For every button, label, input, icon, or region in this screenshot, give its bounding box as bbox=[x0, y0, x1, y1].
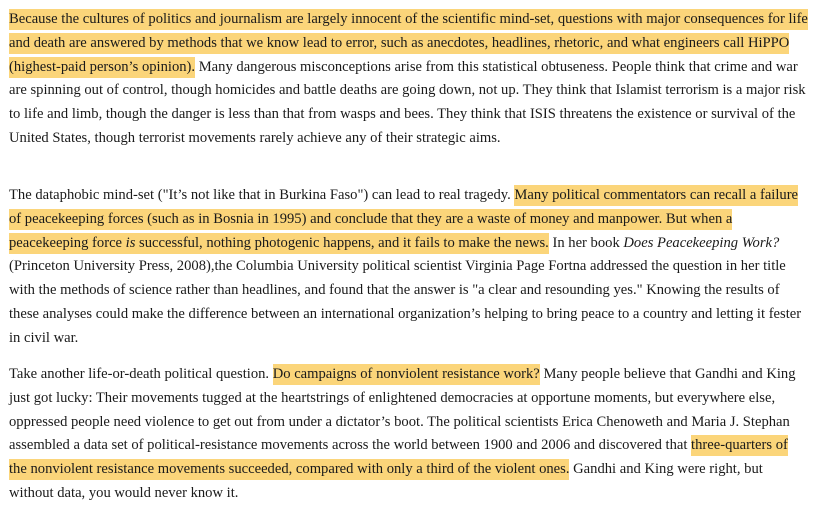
paragraph-text: Many people believe that Gandhi and King just got lucky: Their movements tugged at the heartstrings of enlightened democracies at opportune moments, but everywhere else, oppressed people need violence to get out from under a dictator’s boot. The political scientists Erica Chenoweth and Maria J. Stephan assembled a data set of political-resistance movements across the world between 1900 and 2006 and discovered that bbox=[9, 366, 796, 454]
highlight-peacekeeping[interactable]: Many political commentators can recall a failure of peacekeeping forces (such as in Bosnia in 1995) and conclude that they are a waste of money and manpower. But when a peacekeeping force bbox=[9, 185, 798, 254]
paragraph-text: (Princeton University Press, 2008),the Columbia University political scientist Virginia Page Fortna addressed the question in her title with the methods of science rather than headlines, and found that the answer is "a clear and resounding yes." Knowing the results of these analyses could make the difference between an international organization’s helping to bring peace to a country and letting it fester in civil war. bbox=[9, 258, 802, 346]
paragraph-hippo bbox=[9, 8, 809, 151]
highlight-emphasis-is[interactable]: is bbox=[126, 233, 136, 254]
paragraph-peacekeeping bbox=[9, 184, 809, 351]
paragraph-text: In her book bbox=[548, 234, 624, 251]
paragraph-text: The dataphobic mind-set ("It’s not like that in Burkina Faso") can lead to real tragedy. bbox=[9, 187, 515, 203]
paragraph-text: Many dangerous misconceptions arise from this statistical obtuseness. People think that crime and war are spinning out of control, though homicides and battle deaths are going down, not up. They think that Islamist terrorism is a major risk to life and limb, though the danger is less than that from wasps and bees. They think that ISIS threatens the existence or survival of the United States, though terrorist movements rarely achieve any of their strategic aims. bbox=[9, 58, 806, 146]
highlight-nonviolent-question[interactable]: Do campaigns of nonviolent resistance work? bbox=[273, 364, 540, 385]
highlight-peacekeeping-end[interactable]: successful, nothing photogenic happens, and it fails to make the news. bbox=[135, 233, 548, 254]
paragraph-text: Gandhi and King were right, but without data, you would never know it. bbox=[9, 461, 763, 501]
highlight-three-quarters[interactable]: three-quarters of the nonviolent resistance movements succeeded, compared with only a third of the violent ones. bbox=[9, 435, 788, 480]
paragraph-nonviolent bbox=[9, 363, 809, 506]
paragraph-text: Take another life-or-death political question. bbox=[9, 366, 273, 382]
book-title: Does Peacekeeping Work? bbox=[623, 234, 780, 251]
highlight-hippo[interactable]: Because the cultures of politics and journalism are largely innocent of the scientific mind-set, questions with major consequences for life and death are answered by methods that we know lead to error, such as anecdotes, headlines, rhetoric, and what engineers call HiPPO (highest-paid person’s opinion). bbox=[9, 9, 808, 78]
